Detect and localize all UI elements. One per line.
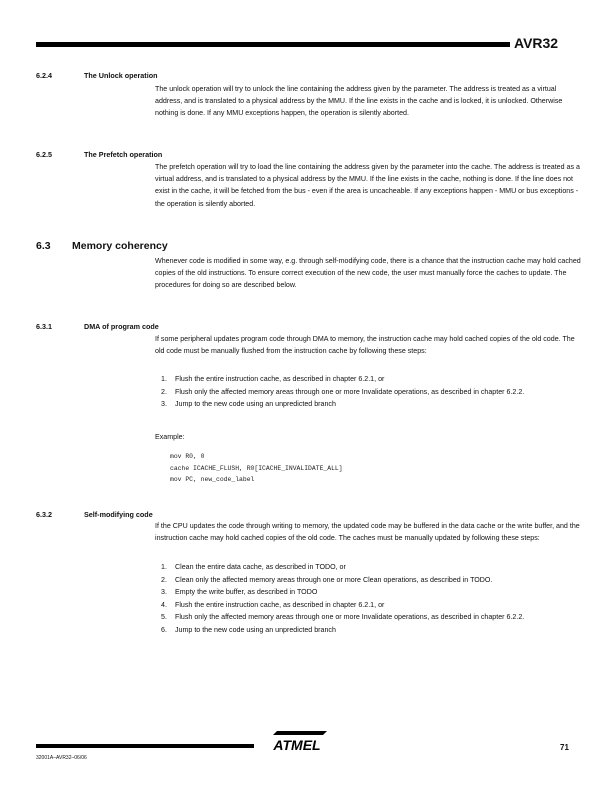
list-item: 2. Flush only the affected memory areas through one or more Invalidate operations, as described in chapter 6.2.2. xyxy=(161,387,525,396)
code-line: mov PC, new_code_label xyxy=(170,476,255,483)
section-number: 6.3.2 xyxy=(36,510,52,519)
footer-rule xyxy=(36,744,254,748)
steps-list xyxy=(155,563,581,639)
section-number: 6.3.1 xyxy=(36,322,52,331)
list-item: 1. Clean the entire data cache, as described in TODO, or xyxy=(161,563,346,571)
steps-list xyxy=(155,375,581,413)
section-body: If some peripheral updates program code through DMA to memory, the instruction cache may hold cached copies of the old code. The old code must be manually flushed from the instruction cache by following these steps: xyxy=(155,335,575,356)
section-number: 6.3 xyxy=(36,240,51,252)
section-title: The Prefetch operation xyxy=(84,150,163,159)
section-title: The Unlock operation xyxy=(84,71,158,80)
list-item: 2. Clean only the affected memory areas through one or more Clean operations, as described in TODO. xyxy=(161,575,493,584)
list-item: 3. Jump to the new code using an unpredicted branch xyxy=(161,400,336,409)
svg-text:ATMEL: ATMEL xyxy=(273,737,321,753)
list-item: 4. Flush the entire instruction cache, as described in chapter 6.2.1, or xyxy=(161,600,385,609)
section-body: The prefetch operation will try to load the line containing the address given by the parameter into the cache. The address is treated as a virtual address, and is translated to a physical address by the MMU. If the line exists in the cache, nothing is done. If the line does not exist in the cache, it will be fetched from the bus - even if the area is uncacheable. If any exceptions happen - MMU or bus exceptions - the operation is silently aborted. xyxy=(155,163,580,208)
header-rule xyxy=(36,42,510,47)
atmel-logo-icon xyxy=(267,731,327,753)
list-item: 3. Empty the write buffer, as described in TODO xyxy=(161,588,318,597)
code-block xyxy=(170,451,343,486)
section-body: If the CPU updates the code through writing to memory, the updated code may be buffered in the data cache or the write buffer, and the instruction cache may hold cached copies of the old code. The caches must be manually updated by following these steps: xyxy=(155,522,580,543)
code-line: mov R0, 0 xyxy=(170,453,205,460)
section-title: Memory coherency xyxy=(72,240,168,252)
list-item: 5. Flush only the affected memory areas through one or more Invalidate operations, as described in chapter 6.2.2. xyxy=(161,613,525,622)
section-title: Self-modifying code xyxy=(84,510,153,519)
document-code: 32001A–AVR32–06/06 xyxy=(36,755,87,761)
section-title: DMA of program code xyxy=(84,322,159,331)
list-item: 6. Jump to the new code using an unpredicted branch xyxy=(161,625,336,634)
page-number: 71 xyxy=(560,743,569,752)
header-title: AVR32 xyxy=(514,35,559,51)
code-line: cache ICACHE_FLUSH, R0[ICACHE_INVALIDATE_ALL] xyxy=(170,464,343,472)
section-body: Whenever code is modified in some way, e.g. through self-modifying code, there is a chance that the instruction cache may hold cached copies of the old instructions. To ensure correct execution of the new code, the user must manually force the caches to update. The procedures for doing so are described below. xyxy=(155,257,581,290)
example-label: Example: xyxy=(155,433,185,441)
section-body: The unlock operation will try to unlock the line containing the address given by the parameter. The address is treated as a virtual address, and is translated to a physical address by the MMU. If the line exists in the cache and is locked, it is unlocked. Otherwise nothing is done. If any MMU exceptions happen, the operation is silently aborted. xyxy=(155,85,563,118)
list-item: 1. Flush the entire instruction cache, as described in chapter 6.2.1, or xyxy=(161,375,385,383)
section-number: 6.2.4 xyxy=(36,71,52,80)
section-number: 6.2.5 xyxy=(36,150,52,159)
